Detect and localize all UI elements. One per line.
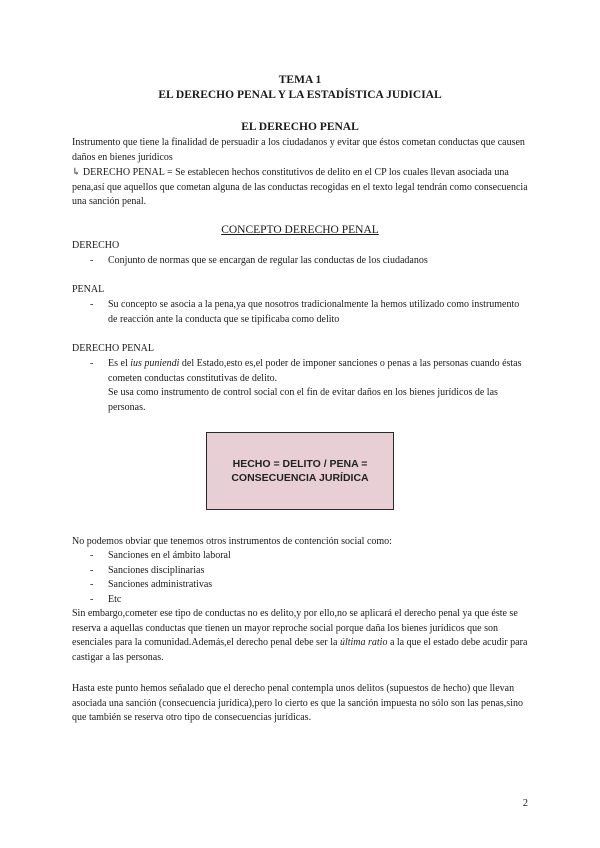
list-item	[90, 593, 530, 608]
tema-heading: TEMA 1	[278, 74, 322, 86]
penal-item: Su concepto se asocia a la pena,ya que nosotros tradicionalmente la hemos utilizado como instrumento de reacción ante la conducta que se tipificaba como delito	[108, 299, 520, 325]
list-dash: -	[90, 550, 94, 561]
list-item	[90, 254, 530, 269]
list-dash: -	[90, 565, 94, 576]
concept-heading: CONCEPTO DERECHO PENAL	[221, 224, 379, 236]
list-item	[90, 549, 530, 564]
derecho-penal-label: DERECHO PENAL	[72, 343, 154, 354]
list-item	[90, 564, 530, 579]
list-item	[90, 298, 530, 327]
list-dash: -	[90, 579, 94, 590]
ultima-ratio-paragraph: Sin embargo,cometer ese tipo de conductas no es delito,y por ello,no se aplicará el derecho penal ya que éste se reserva a aquellas conductas que tienen un mayor reproche social porque daña los bienes jurídicos que son esenciales para la comunidad.Además,el derecho penal debe ser la última ratio a la que el estado debe acudir para castigar a las personas.	[72, 608, 528, 663]
instruments-intro: No podemos obviar que tenemos otros instrumentos de contención social como:	[72, 536, 392, 547]
page-number: 2	[522, 798, 528, 809]
closing-paragraph: Hasta este punto hemos señalado que el derecho penal contempla unos delitos (supuestos de hecho) que llevan asociada una sanción (consecuencia jurídica),pero lo cierto es que la sanción impuesta no sólo son las penas,sino que también se reserva otro tipo de consecuencias jurídicas.	[72, 683, 523, 723]
instrument-item: Sanciones en el ámbito laboral	[108, 550, 231, 561]
derecho-penal-item: Es el ius puniendi del Estado,esto es,el poder de imponer sanciones o penas a las personas cuando éstas cometen conductas constitutivas de delito. Se usa como instrumento de control social con el fin de evitar daños en los bienes jurídicos de las personas.	[108, 358, 522, 413]
formula-line-1: HECHO = DELITO / PENA =	[232, 458, 368, 470]
instrument-item: Sanciones administrativas	[108, 579, 213, 590]
document-title: EL DERECHO PENAL Y LA ESTADÍSTICA JUDICIAL	[158, 89, 442, 101]
list-item	[90, 357, 530, 415]
section-heading: EL DERECHO PENAL	[241, 121, 359, 133]
formula-line-2: CONSECUENCIA JURÍDICA	[231, 472, 369, 484]
list-item	[90, 578, 530, 593]
derecho-penal-item-2: Se usa como instrumento de control social con el fin de evitar daños en los bienes jurídicos de las personas.	[108, 387, 498, 413]
list-dash: -	[90, 255, 94, 266]
instrument-item: Sanciones disciplinarias	[108, 565, 205, 576]
instrument-item: Etc	[108, 594, 122, 605]
list-dash: -	[90, 594, 94, 605]
ultima-ratio-term: última ratio	[339, 637, 388, 648]
formula-box	[206, 432, 394, 510]
derecho-item: Conjunto de normas que se encargan de regular las conductas de los ciudadanos	[108, 255, 428, 266]
derecho-label: DERECHO	[72, 240, 120, 251]
ius-puniendi-term: ius puniendi	[130, 358, 180, 369]
definition-paragraph: ↳ DERECHO PENAL = Se establecen hechos constitutivos de delito en el CP los cuales llevan asociada una pena,así que aquellos que cometan alguna de las conductas recogidas en el texto legal tendrán como consecuencia una sanción penal.	[72, 167, 528, 207]
list-dash: -	[90, 299, 94, 310]
list-dash: -	[90, 358, 94, 369]
intro-paragraph: Instrumento que tiene la finalidad de persuadir a los ciudadanos y evitar que éstos cometan conductas que causen daños en bienes jurídicos	[72, 137, 525, 163]
penal-label: PENAL	[72, 284, 105, 295]
